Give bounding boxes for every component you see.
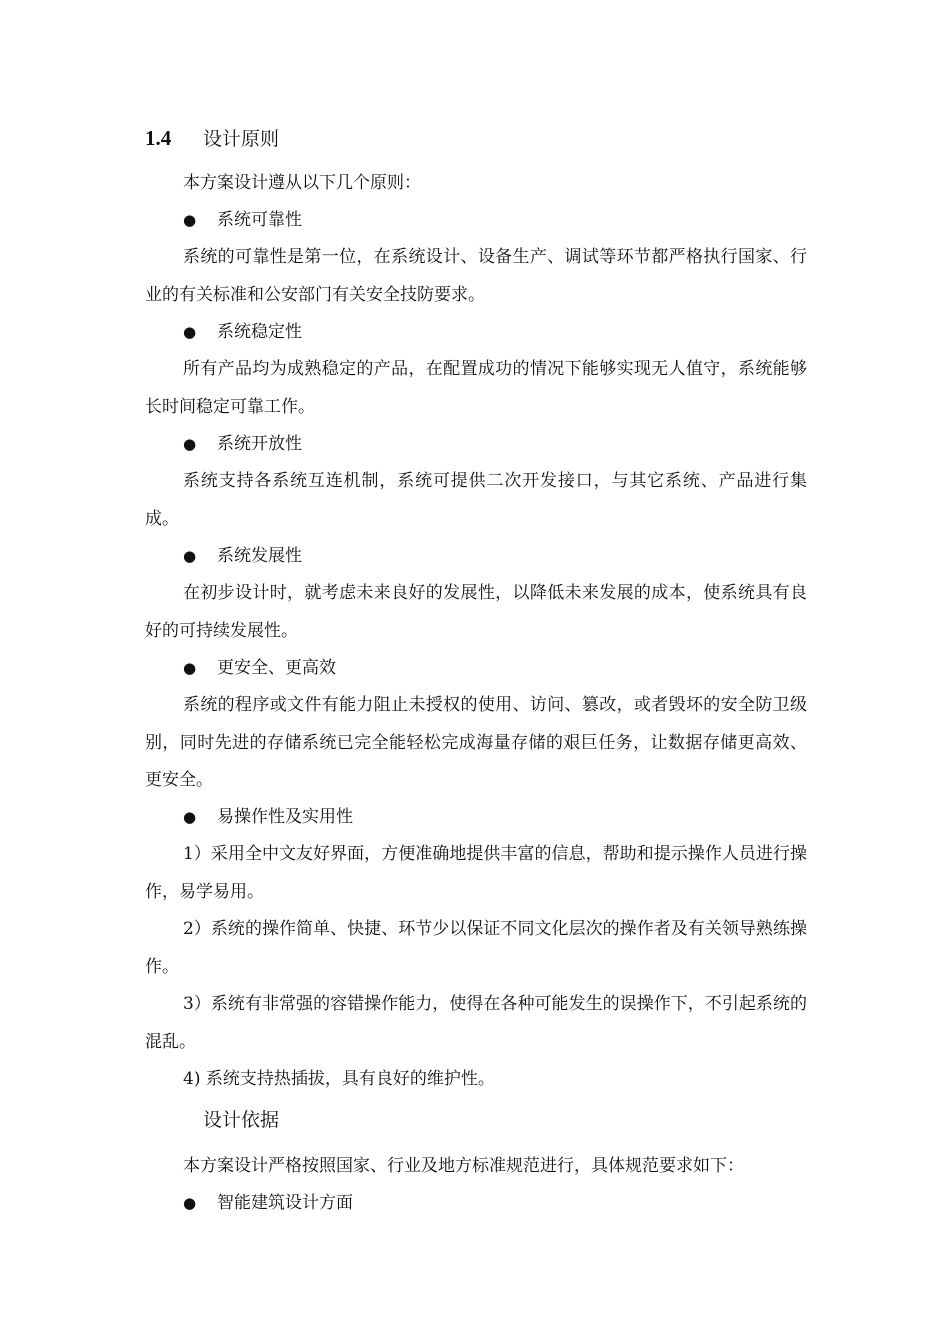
bullet-title: 更安全、更高效 [217, 658, 336, 678]
paragraph-stability: 所有产品均为成熟稳定的产品，在配置成功的情况下能够实现无人值守，系统能够长时间稳定可靠工作。 [145, 359, 807, 417]
bullet-dot-icon: ● [183, 659, 197, 677]
bullet-title: 系统开放性 [217, 434, 302, 454]
bullet-title: 智能建筑设计方面 [217, 1193, 353, 1213]
bullet-intelligent-building [183, 1185, 353, 1223]
bullet-dot-icon: ● [183, 211, 197, 229]
usability-item-2: 2）系统的操作简单、快捷、环节少以保证不同文化层次的操作者及有关领导熟练操作。 [145, 919, 807, 977]
section-title: 设计依据 [203, 1109, 280, 1131]
section-heading-design-principles [145, 124, 279, 151]
paragraph-openness: 系统支持各系统互连机制，系统可提供二次开发接口，与其它系统、产品进行集成。 [145, 471, 807, 529]
intro-paragraph: 本方案设计遵从以下几个原则： [183, 173, 421, 193]
bullet-title: 易操作性及实用性 [217, 807, 353, 827]
paragraph-reliability: 系统的可靠性是第一位，在系统设计、设备生产、调试等环节都严格执行国家、行业的有关标准和公安部门有关安全技防要求。 [145, 247, 807, 305]
usability-item-1: 1）采用全中文友好界面，方便准确地提供丰富的信息，帮助和提示操作人员进行操作，易学易用。 [145, 844, 807, 902]
bullet-stability [183, 314, 302, 352]
section-title: 设计原则 [203, 128, 280, 150]
usability-item-4: 4) 系统支持热插拔，具有良好的维护性。 [183, 1069, 495, 1089]
bullet-dot-icon: ● [183, 547, 197, 565]
bullet-title: 系统发展性 [217, 546, 302, 566]
usability-item-3: 3）系统有非常强的容错操作能力，使得在各种可能发生的误操作下，不引起系统的混乱。 [145, 994, 807, 1052]
bullet-openness [183, 426, 302, 464]
basis-intro-paragraph: 本方案设计严格按照国家、行业及地方标准规范进行，具体规范要求如下： [183, 1156, 744, 1176]
bullet-security-efficiency [183, 650, 336, 688]
bullet-dot-icon: ● [183, 808, 197, 826]
bullet-development [183, 538, 302, 576]
bullet-dot-icon: ● [183, 435, 197, 453]
paragraph-security-efficiency: 系统的程序或文件有能力阻止未授权的使用、访问、篡改，或者毁坏的安全防卫级别，同时先进的存储系统已完全能轻松完成海量存储的艰巨任务，让数据存储更高效、更安全。 [145, 695, 807, 790]
section-number: 1.4 [145, 126, 172, 150]
section-heading-design-basis [203, 1105, 279, 1132]
paragraph-development: 在初步设计时，就考虑未来良好的发展性，以降低未来发展的成本，使系统具有良好的可持续发展性。 [145, 583, 807, 641]
bullet-reliability [183, 202, 302, 240]
bullet-dot-icon: ● [183, 323, 197, 341]
bullet-usability [183, 799, 353, 837]
bullet-title: 系统稳定性 [217, 322, 302, 342]
bullet-title: 系统可靠性 [217, 210, 302, 230]
bullet-dot-icon: ● [183, 1194, 197, 1212]
